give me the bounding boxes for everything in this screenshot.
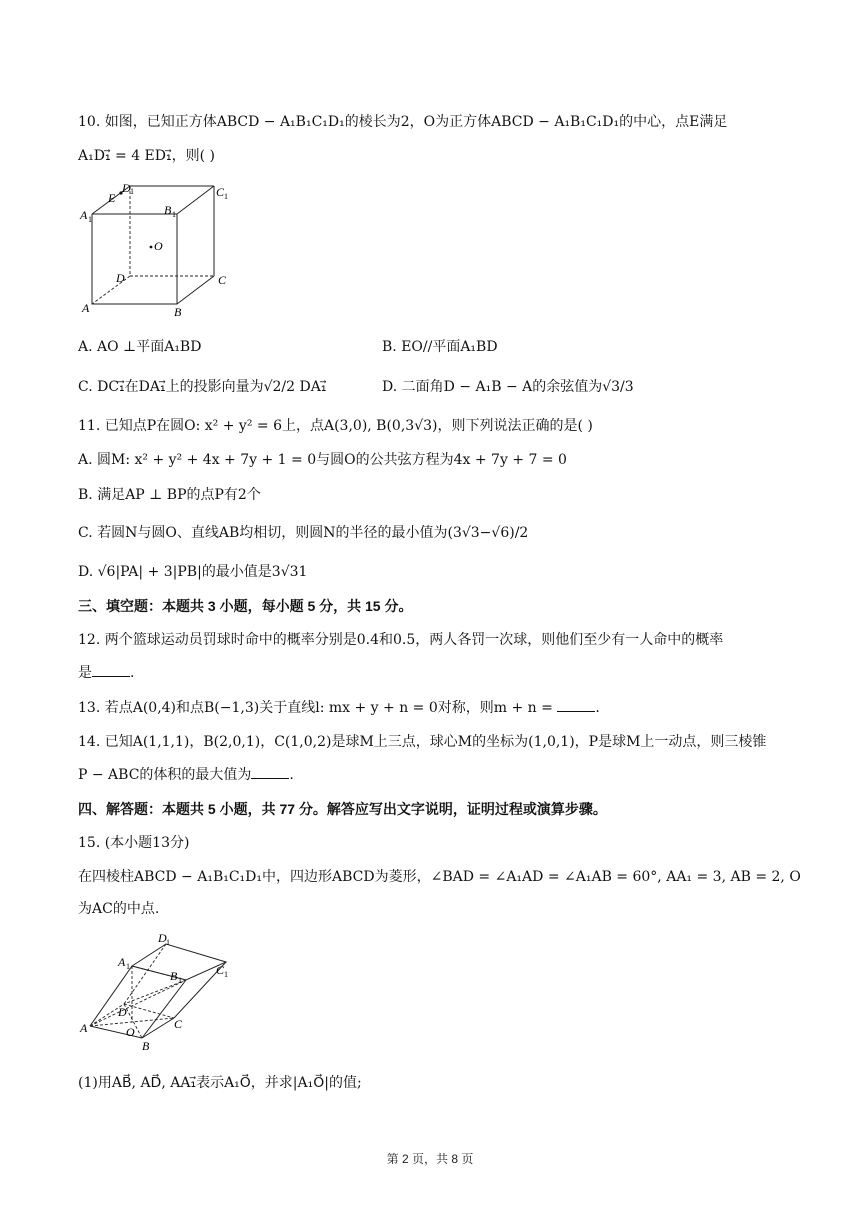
label-C: C	[174, 1017, 183, 1031]
prism-figure	[78, 930, 248, 1055]
svg-text:1: 1	[224, 970, 228, 979]
q10-stem-line2: A₁D₁⃗ = 4 ED₁⃗，则( )	[78, 148, 215, 164]
q13-stem: 13. 若点A(0,4)和点B(−1,3)关于直线l: mx + y + n = 0对称，则m + n = .	[78, 697, 600, 719]
svg-text:1: 1	[126, 962, 130, 971]
label-A: A	[80, 1021, 88, 1035]
label-O: O	[154, 239, 163, 253]
label-B1: B	[164, 203, 172, 217]
q10-stem-line1: 10. 如图，已知正方体ABCD − A₁B₁C₁D₁的棱长为2，O为正方体ABCD − A₁B₁C₁D₁的中心，点E满足	[78, 114, 728, 130]
q11-option-d: D. √6|PA| + 3|PB|的最小值是3√31	[78, 564, 308, 580]
q15-stem-line2: 为AC的中点.	[78, 901, 160, 917]
svg-text:1: 1	[130, 187, 134, 196]
label-C: C	[218, 273, 227, 287]
q10-option-d: D. 二面角D − A₁B − A的余弦值为√3/3	[382, 379, 634, 395]
label-D1: D	[158, 931, 167, 945]
svg-text:1: 1	[166, 938, 170, 947]
q11-option-a: A. 圆M: x² + y² + 4x + 7y + 1 = 0与圆O的公共弦方程为4x + 7y + 7 = 0	[78, 452, 567, 468]
label-A: A	[82, 301, 90, 315]
q14-stem-line2: P − ABC的体积的最大值为 .	[78, 764, 294, 786]
label-C1: C	[216, 963, 225, 977]
q11-stem: 11. 已知点P在圆O: x² + y² = 6上，点A(3,0), B(0,3√3)，则下列说法正确的是( )	[78, 418, 593, 434]
label-C1: C	[216, 185, 225, 199]
label-O: O	[126, 1025, 135, 1039]
answer-blank[interactable]	[251, 764, 289, 779]
label-E: E	[108, 191, 116, 205]
q15-stem-line1: 在四棱柱ABCD − A₁B₁C₁D₁中，四边形ABCD为菱形，∠BAD = ∠A₁AD = ∠A₁AB = 60°, AA₁ = 3, AB = 2, O	[78, 869, 801, 885]
section-solutions-heading: 四、解答题：本题共 5 小题，共 77 分。解答应写出文字说明，证明过程或演算步骤。	[78, 801, 607, 817]
label-D1: D	[122, 181, 131, 195]
svg-text:1: 1	[178, 976, 182, 985]
section-fill-in-heading: 三、填空题：本题共 3 小题，每小题 5 分，共 15 分。	[78, 598, 413, 614]
q12-stem-line2: 是 .	[78, 662, 134, 684]
page-footer: 第 2 页，共 8 页	[386, 1152, 474, 1166]
q15-part1: (1)用AB⃗, AD⃗, AA₁⃗表示A₁O⃗，并求|A₁O⃗|的值;	[78, 1075, 362, 1091]
label-B: B	[142, 1039, 150, 1053]
q10-option-b: B. EO//平面A₁BD	[382, 339, 498, 355]
q10-option-c: C. DC₁⃗在DA₁⃗上的投影向量为√2/2 DA₁⃗	[78, 379, 327, 395]
label-A1: A	[80, 208, 88, 222]
q14-stem-line1: 14. 已知A(1,1,1)，B(2,0,1)，C(1,0,2)是球M上三点，球心M的坐标为(1,0,1)，P是球M上一动点，则三棱锥	[78, 734, 767, 750]
q12-stem-line1: 12. 两个篮球运动员罚球时命中的概率分别是0.4和0.5，两人各罚一次球，则他们至少有一人命中的概率	[78, 632, 724, 648]
answer-blank[interactable]	[92, 662, 130, 677]
label-A1: A	[118, 955, 126, 969]
q10-option-a: A. AO ⊥平面A₁BD	[78, 339, 202, 355]
cube-figure	[78, 180, 238, 320]
label-B1: B	[170, 969, 178, 983]
label-D: D	[116, 271, 125, 285]
q11-option-b: B. 满足AP ⊥ BP的点P有2个	[78, 487, 261, 503]
label-B: B	[174, 305, 182, 319]
answer-blank[interactable]	[557, 697, 595, 712]
svg-text:1: 1	[172, 210, 176, 219]
svg-text:1: 1	[88, 215, 92, 224]
q11-option-c: C. 若圆N与圆O、直线AB均相切，则圆N的半径的最小值为(3√3−√6)/2	[78, 525, 529, 541]
q15-header: 15. (本小题13分)	[78, 835, 190, 851]
svg-text:1: 1	[224, 192, 228, 201]
label-D: D	[118, 1005, 127, 1019]
